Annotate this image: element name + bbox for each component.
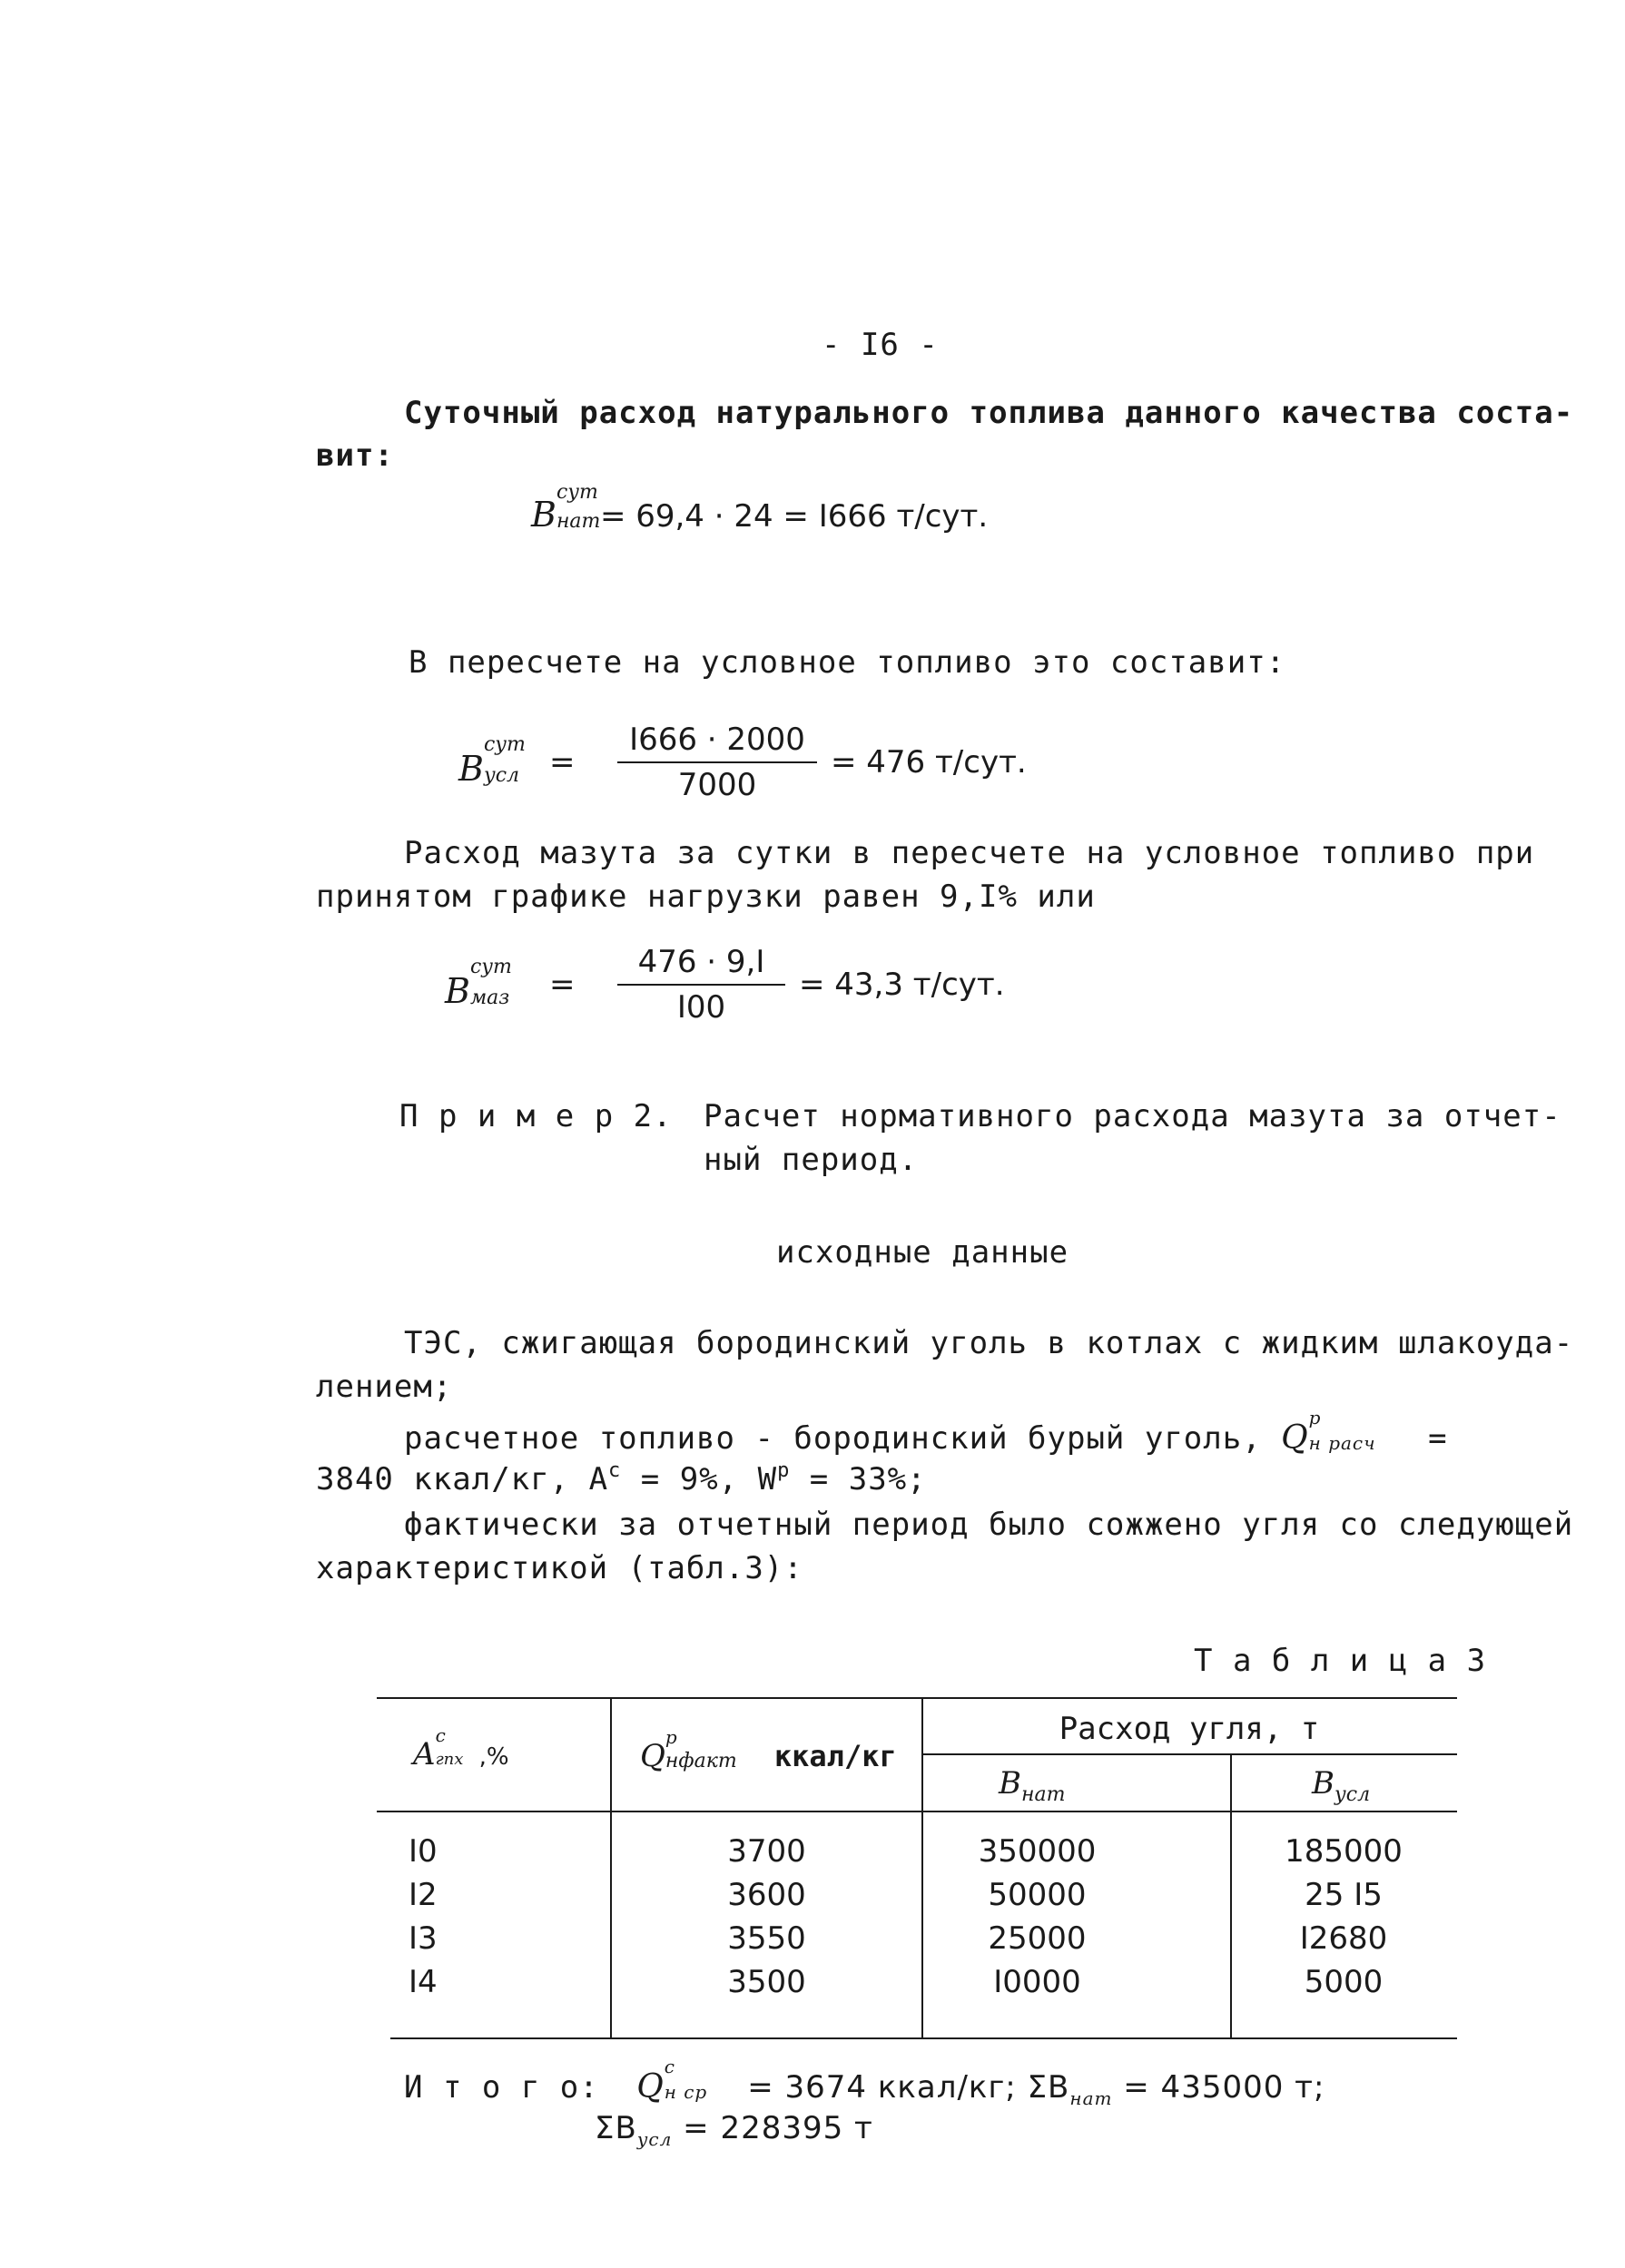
total-q-symbol: Q xyxy=(636,2068,665,2106)
para5-line2-c: = 33%; xyxy=(790,1461,927,1497)
table-top-border xyxy=(377,1697,1457,1699)
paragraph-3-line-1: Расход мазута за сутки в пересчете на условное топливо при xyxy=(404,835,1535,871)
eq2-sup: сут xyxy=(483,733,526,756)
cell-ash: I4 xyxy=(409,1964,438,2000)
paragraph-5-line-2 xyxy=(316,1459,927,1497)
page-number: - I6 - xyxy=(822,327,939,363)
header-ash-symbol: A xyxy=(413,1736,436,1772)
table-group-header: Расход угля, т xyxy=(1059,1711,1320,1747)
eq2-fraction xyxy=(617,722,817,803)
cell-ash: I2 xyxy=(409,1877,438,1913)
cell-b-usl: I2680 xyxy=(1299,1920,1388,1957)
example-title-line-1: Расчет нормативного расхода мазута за отчет- xyxy=(704,1098,1561,1134)
total-line2-end: = 228395 т xyxy=(672,2110,873,2146)
para5-q-symbol: Q xyxy=(1281,1419,1309,1457)
totals-line-2 xyxy=(595,2110,873,2150)
paragraph-5-line-1 xyxy=(404,1407,1448,1457)
totals-line-1 xyxy=(404,2056,1325,2109)
eq3-lhs: B xyxy=(445,971,470,1011)
eq2-lhs: B xyxy=(458,749,484,789)
para5-equals: = xyxy=(1428,1420,1448,1457)
para5-line2-sup-a: c xyxy=(608,1459,622,1482)
source-data-heading: исходные данные xyxy=(776,1234,1069,1271)
header-b-usl-sub: усл xyxy=(1334,1783,1371,1806)
table-header-b-usl xyxy=(1312,1765,1370,1806)
cell-ash: I3 xyxy=(409,1920,438,1957)
para5-q-sup: р xyxy=(1308,1407,1322,1429)
eq2-rhs: = 476 т/сут. xyxy=(831,744,1027,781)
table-header-bottom-border xyxy=(377,1811,1457,1812)
paragraph-1-line-1: Суточный расход натурального топлива данного качества соста- xyxy=(404,395,1574,431)
paragraph-3-line-2: принятом графике нагрузки равен 9,I% или xyxy=(316,879,1096,915)
header-b-nat-symbol: B xyxy=(999,1765,1021,1802)
paragraph-4-line-2: лением; xyxy=(316,1369,453,1405)
header-b-usl-symbol: B xyxy=(1312,1765,1334,1802)
header-ash-sup: c xyxy=(435,1724,446,1746)
paragraph-1-line-2: вит: xyxy=(316,437,394,474)
cell-b-usl: 185000 xyxy=(1285,1833,1403,1870)
eq3-rhs: = 43,3 т/сут. xyxy=(799,967,1005,1003)
eq2-fraction-bar xyxy=(617,761,817,763)
eq3-fraction xyxy=(617,944,785,1026)
table-header-ash xyxy=(413,1724,509,1772)
eq2-sub: усл xyxy=(483,764,520,787)
total-line1-sub: нат xyxy=(1069,2087,1113,2109)
eq1-lhs: B xyxy=(531,495,556,535)
total-line2-sum: ΣB xyxy=(595,2110,637,2146)
eq2-denominator: 7000 xyxy=(677,767,757,803)
example-title-line-2: ный период. xyxy=(704,1142,919,1178)
header-q-sub: нфакт xyxy=(665,1750,737,1772)
cell-q: 3500 xyxy=(727,1964,806,2000)
eq1-rhs: = 69,4 · 24 = I666 т/сут. xyxy=(599,498,989,535)
paragraph-6-line-2: характеристикой (табл.3): xyxy=(316,1550,803,1586)
cell-q: 3550 xyxy=(727,1920,806,1957)
total-line2-sub: усл xyxy=(636,2128,673,2150)
equation-1 xyxy=(531,481,989,535)
header-b-nat-sub: нат xyxy=(1021,1783,1066,1806)
total-line1-rest: = 3674 ккал/кг; ΣB xyxy=(747,2069,1070,2106)
cell-b-nat: 25000 xyxy=(988,1920,1087,1957)
header-q-unit: ккал/кг xyxy=(773,1739,897,1773)
table-bottom-border xyxy=(390,2037,1457,2039)
table-header-q xyxy=(640,1726,897,1774)
eq3-sub: маз xyxy=(469,987,510,1009)
eq1-sup: сут xyxy=(556,481,598,504)
header-ash-unit: ,% xyxy=(478,1743,509,1771)
para5-q-sub: н расч xyxy=(1308,1432,1376,1454)
paragraph-6-line-1: фактически за отчетный период было сожжено угля со следующей xyxy=(404,1507,1574,1543)
eq3-sup: сут xyxy=(469,956,512,978)
header-q-sup: р xyxy=(665,1726,677,1748)
cell-b-usl: 25 I5 xyxy=(1305,1877,1383,1913)
total-q-sub: н ср xyxy=(664,2081,708,2103)
eq3-equals: = xyxy=(549,967,576,1003)
eq3-fraction-bar xyxy=(617,984,785,986)
cell-b-nat: I0000 xyxy=(993,1964,1081,2000)
cell-ash: I0 xyxy=(409,1833,438,1870)
para5-line2-sup-w: р xyxy=(777,1459,791,1482)
eq1-sub: нат xyxy=(556,510,601,533)
table-header-b-nat xyxy=(999,1765,1065,1806)
cell-b-usl: 5000 xyxy=(1304,1964,1384,2000)
eq3-numerator: 476 · 9,I xyxy=(637,944,765,980)
total-line1-end: = 435000 т; xyxy=(1112,2069,1325,2106)
equation-3-lhs xyxy=(445,956,525,1011)
cell-q: 3600 xyxy=(727,1877,806,1913)
eq2-equals: = xyxy=(549,744,576,781)
cell-b-nat: 350000 xyxy=(978,1833,1097,1870)
para5-line2-a: 3840 ккал/кг, A xyxy=(316,1461,609,1497)
eq2-numerator: I666 · 2000 xyxy=(629,722,805,758)
table-group-divider xyxy=(921,1753,1457,1755)
cell-b-nat: 50000 xyxy=(988,1877,1087,1913)
paragraph-2: В пересчете на условное топливо это составит: xyxy=(409,644,1286,681)
header-q-symbol: Q xyxy=(640,1738,665,1774)
para5-line2-b: = 9%, W xyxy=(621,1461,778,1497)
para5-text-a: расчетное топливо - бородинский бурый уголь, xyxy=(404,1420,1262,1457)
table-caption: Т а б л и ц а 3 xyxy=(1194,1643,1487,1679)
total-q-sup: с xyxy=(664,2056,675,2077)
header-ash-sub: гпх xyxy=(435,1750,464,1769)
example-label: П р и м е р 2. xyxy=(399,1098,673,1134)
paragraph-4-line-1: ТЭС, сжигающая бородинский уголь в котлах с жидким шлакоуда- xyxy=(404,1325,1574,1361)
total-label: И т о г о: xyxy=(404,2069,599,2106)
cell-q: 3700 xyxy=(727,1833,806,1870)
eq3-denominator: I00 xyxy=(676,989,726,1026)
equation-2-lhs xyxy=(458,733,538,789)
